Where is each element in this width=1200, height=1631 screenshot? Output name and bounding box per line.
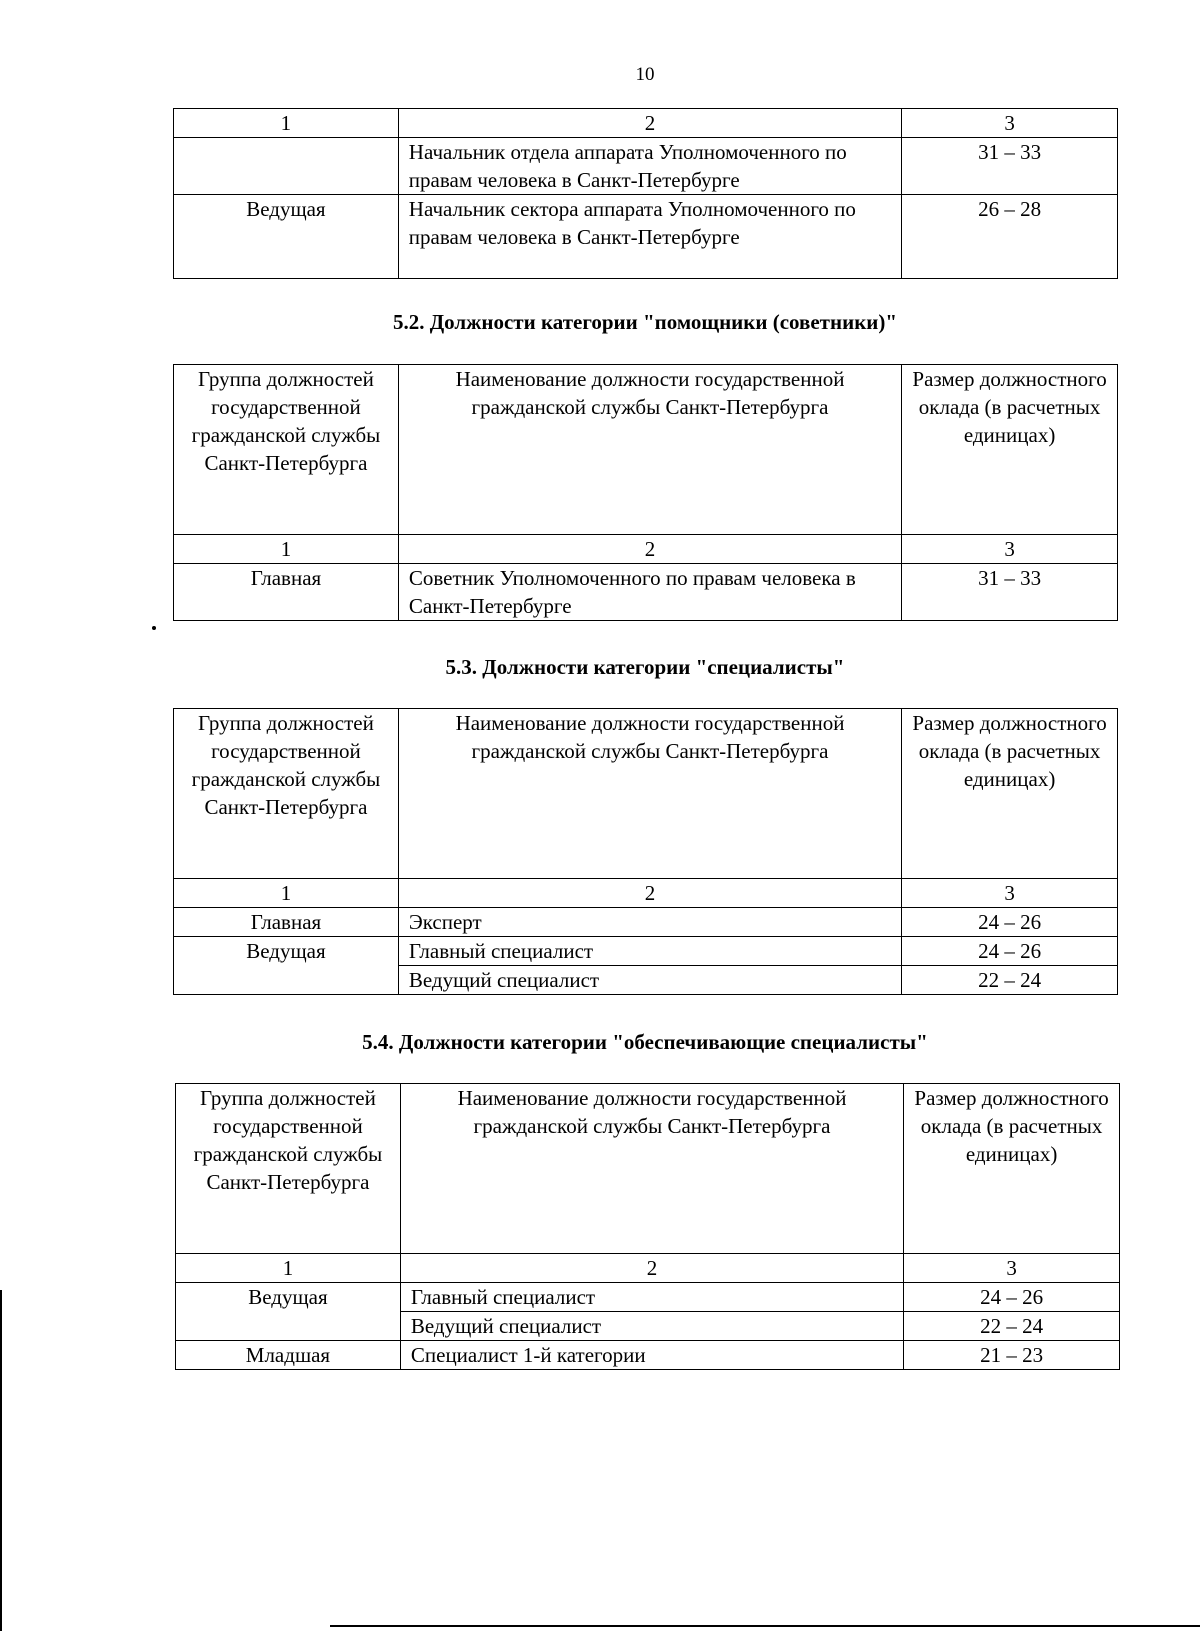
col-number-3: 3 xyxy=(902,109,1118,138)
salary-cell: 26 – 28 xyxy=(902,195,1118,279)
header-salary: Размер должностного оклада (в расчетных единицах) xyxy=(902,709,1118,879)
header-position: Наименование должности государственной гражданской службы Санкт-Петербурга xyxy=(400,1084,903,1254)
table-row xyxy=(176,1283,1120,1312)
salary-cell: 31 – 33 xyxy=(902,564,1118,621)
col-number-3: 3 xyxy=(904,1254,1120,1283)
position-cell: Специалист 1-й категории xyxy=(400,1341,903,1370)
header-group: Группа должностей государственной гражданской службы Санкт-Петербурга xyxy=(174,365,399,535)
col-number-1: 1 xyxy=(174,535,399,564)
col-number-2: 2 xyxy=(398,535,901,564)
col-number-1: 1 xyxy=(174,879,399,908)
header-position: Наименование должности государственной гражданской службы Санкт-Петербурга xyxy=(398,709,901,879)
col-number-2: 2 xyxy=(398,879,901,908)
group-cell: Ведущая xyxy=(174,195,399,279)
table-5-4 xyxy=(175,1083,1120,1370)
table-row xyxy=(174,195,1118,279)
col-number-2: 2 xyxy=(398,109,901,138)
position-cell: Начальник сектора аппарата Уполномоченного по правам человека в Санкт-Петербурге xyxy=(398,195,901,279)
table-5-1-continued xyxy=(173,108,1118,279)
table-row xyxy=(176,1341,1120,1370)
salary-cell: 24 – 26 xyxy=(902,908,1118,937)
scan-edge-left xyxy=(0,1290,2,1631)
section-5-2-title: 5.2. Должности категории "помощники (советники)" xyxy=(392,310,898,334)
table-5-2 xyxy=(173,364,1118,621)
column-number-row xyxy=(174,109,1118,138)
section-5-4-title: 5.4. Должности категории "обеспечивающие специалисты" xyxy=(362,1030,928,1054)
header-salary: Размер должностного оклада (в расчетных единицах) xyxy=(904,1084,1120,1254)
col-number-1: 1 xyxy=(176,1254,401,1283)
position-cell: Начальник отдела аппарата Уполномоченного по правам человека в Санкт-Петербурге xyxy=(398,138,901,195)
position-cell: Главный специалист xyxy=(398,937,901,966)
table-row xyxy=(174,908,1118,937)
header-salary: Размер должностного оклада (в расчетных единицах) xyxy=(902,365,1118,535)
col-number-3: 3 xyxy=(902,535,1118,564)
position-cell: Ведущий специалист xyxy=(400,1312,903,1341)
group-cell: Ведущая xyxy=(176,1283,401,1341)
position-cell: Советник Уполномоченного по правам человека в Санкт-Петербурге xyxy=(398,564,901,621)
group-cell xyxy=(174,138,399,195)
scan-edge-bottom xyxy=(330,1625,1200,1627)
scan-dot xyxy=(152,626,156,630)
page-number: 10 xyxy=(635,64,655,85)
header-position: Наименование должности государственной гражданской службы Санкт-Петербурга xyxy=(398,365,901,535)
header-row xyxy=(174,365,1118,535)
salary-cell: 22 – 24 xyxy=(904,1312,1120,1341)
header-row xyxy=(174,709,1118,879)
header-row xyxy=(176,1084,1120,1254)
col-number-3: 3 xyxy=(902,879,1118,908)
salary-cell: 22 – 24 xyxy=(902,966,1118,995)
header-group: Группа должностей государственной гражданской службы Санкт-Петербурга xyxy=(174,709,399,879)
col-number-2: 2 xyxy=(400,1254,903,1283)
group-cell: Главная xyxy=(174,908,399,937)
position-cell: Главный специалист xyxy=(400,1283,903,1312)
table-5-3 xyxy=(173,708,1118,995)
position-cell: Ведущий специалист xyxy=(398,966,901,995)
group-cell: Главная xyxy=(174,564,399,621)
salary-cell: 24 – 26 xyxy=(904,1283,1120,1312)
section-5-3-title: 5.3. Должности категории "специалисты" xyxy=(445,655,845,679)
table-row xyxy=(174,138,1118,195)
salary-cell: 31 – 33 xyxy=(902,138,1118,195)
column-number-row xyxy=(174,879,1118,908)
table-row xyxy=(174,564,1118,621)
column-number-row xyxy=(174,535,1118,564)
column-number-row xyxy=(176,1254,1120,1283)
col-number-1: 1 xyxy=(174,109,399,138)
salary-cell: 21 – 23 xyxy=(904,1341,1120,1370)
position-cell: Эксперт xyxy=(398,908,901,937)
table-row xyxy=(174,937,1118,966)
header-group: Группа должностей государственной гражданской службы Санкт-Петербурга xyxy=(176,1084,401,1254)
salary-cell: 24 – 26 xyxy=(902,937,1118,966)
group-cell: Младшая xyxy=(176,1341,401,1370)
group-cell: Ведущая xyxy=(174,937,399,995)
